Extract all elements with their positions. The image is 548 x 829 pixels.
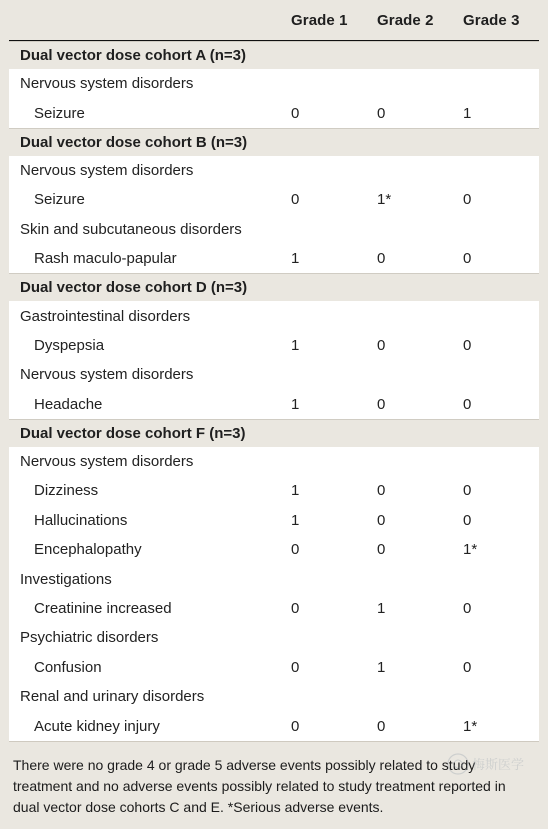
cohort-group xyxy=(9,273,539,419)
event-name: Headache xyxy=(34,395,103,413)
cohort-header-row xyxy=(9,128,539,156)
table-row xyxy=(9,244,539,273)
grade-2-count: 1* xyxy=(377,191,392,209)
grade-2-count: 0 xyxy=(377,336,386,354)
grade-2-count: 0 xyxy=(377,395,386,413)
category-row xyxy=(9,564,539,593)
category-label: Skin and subcutaneous disorders xyxy=(20,220,242,238)
table-row xyxy=(9,98,539,127)
category-row xyxy=(9,360,539,389)
table-row xyxy=(9,476,539,505)
cohort-header-row xyxy=(9,41,539,69)
grade-3-count: 0 xyxy=(463,191,472,209)
grade-2-count: 0 xyxy=(377,104,386,122)
category-row xyxy=(9,69,539,98)
grade-1-count: 0 xyxy=(291,191,300,209)
cohort-group xyxy=(9,41,539,128)
grade-2-count: 0 xyxy=(377,541,386,559)
grade-3-count: 0 xyxy=(463,600,472,618)
category-row xyxy=(9,623,539,652)
event-name: Seizure xyxy=(34,191,85,209)
cohort-title: Dual vector dose cohort A (n=3) xyxy=(20,47,247,64)
grade-2-count: 0 xyxy=(377,511,386,529)
grade-1-count: 1 xyxy=(291,395,300,413)
category-row xyxy=(9,301,539,330)
category-label: Nervous system disorders xyxy=(20,75,194,93)
header-grade-1: Grade 1 xyxy=(291,11,348,29)
category-row xyxy=(9,156,539,185)
table-row xyxy=(9,331,539,360)
grade-1-count: 1 xyxy=(291,482,300,500)
table-row xyxy=(9,711,539,740)
category-label: Nervous system disorders xyxy=(20,366,194,384)
cohort-title: Dual vector dose cohort B (n=3) xyxy=(20,133,248,151)
grade-2-count: 1 xyxy=(377,658,386,676)
grade-1-count: 0 xyxy=(291,658,300,676)
grade-3-count: 0 xyxy=(463,482,472,500)
event-name: Rash maculo-papular xyxy=(34,250,177,268)
category-label: Investigations xyxy=(20,570,112,588)
grade-1-count: 1 xyxy=(291,250,300,268)
category-label: Gastrointestinal disorders xyxy=(20,307,191,325)
cohort-title: Dual vector dose cohort D (n=3) xyxy=(20,279,248,297)
grade-1-count: 0 xyxy=(291,717,300,735)
category-label: Nervous system disorders xyxy=(20,453,194,471)
grade-3-count: 1 xyxy=(463,104,472,122)
category-row xyxy=(9,682,539,711)
event-name: Hallucinations xyxy=(34,511,128,529)
watermark-text: 梅斯医学 xyxy=(472,758,525,773)
grade-3-count: 1* xyxy=(463,541,478,559)
grade-1-count: 0 xyxy=(291,600,300,618)
grade-3-count: 1* xyxy=(463,717,478,735)
event-name: Encephalopathy xyxy=(34,541,142,559)
header-grade-3: Grade 3 xyxy=(463,11,520,29)
grade-1-count: 0 xyxy=(291,541,300,559)
table-row xyxy=(9,653,539,682)
event-name: Creatinine increased xyxy=(34,600,172,618)
table-row xyxy=(9,390,539,419)
event-name: Dizziness xyxy=(34,482,99,500)
cohort-header-row xyxy=(9,273,539,301)
header-grade-2: Grade 2 xyxy=(377,11,434,29)
category-row xyxy=(9,215,539,244)
grade-1-count: 0 xyxy=(291,104,300,122)
cohort-group xyxy=(9,128,539,274)
table-footnote: There were no grade 4 or grade 5 adverse events possibly related to study treatment and no adverse events possibly related to study treatment reported in dual vector dose cohorts C and E. *Serious adverse events. xyxy=(9,741,539,818)
grade-2-count: 1 xyxy=(377,600,386,618)
category-row xyxy=(9,447,539,476)
grade-2-count: 0 xyxy=(377,250,386,268)
grade-3-count: 0 xyxy=(463,336,472,354)
table-row xyxy=(9,535,539,564)
cohort-title: Dual vector dose cohort F (n=3) xyxy=(20,424,246,442)
grade-1-count: 1 xyxy=(291,336,300,354)
grade-3-count: 0 xyxy=(463,250,472,268)
event-name: Confusion xyxy=(34,658,102,676)
category-label: Psychiatric disorders xyxy=(20,629,159,647)
table-row xyxy=(9,594,539,623)
category-label: Renal and urinary disorders xyxy=(20,688,205,706)
cohort-header-row xyxy=(9,419,539,447)
table-body xyxy=(9,41,539,741)
table-header xyxy=(9,0,539,41)
grade-2-count: 0 xyxy=(377,482,386,500)
event-name: Acute kidney injury xyxy=(34,717,160,735)
grade-1-count: 1 xyxy=(291,511,300,529)
grade-3-count: 0 xyxy=(463,658,472,676)
category-label: Nervous system disorders xyxy=(20,161,194,179)
table-row xyxy=(9,506,539,535)
grade-3-count: 0 xyxy=(463,511,472,529)
table-row xyxy=(9,185,539,214)
grade-2-count: 0 xyxy=(377,717,386,735)
grade-3-count: 0 xyxy=(463,395,472,413)
event-name: Dyspepsia xyxy=(34,336,105,354)
event-name: Seizure xyxy=(34,104,85,122)
cohort-group xyxy=(9,419,539,741)
